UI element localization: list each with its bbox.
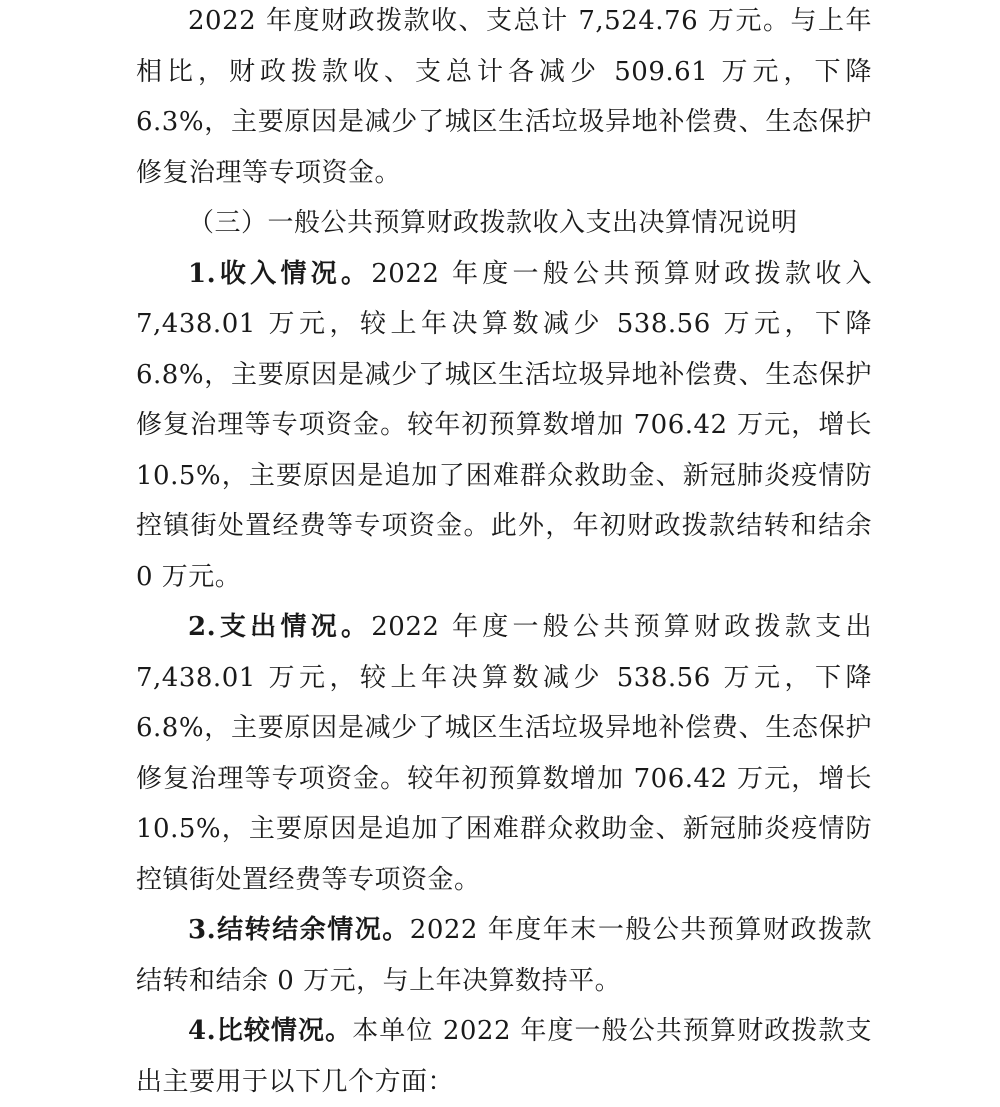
paragraph-carryover: [136, 905, 872, 1006]
paragraph-text: 2022 年度一般公共预算财政拨款收入 7,438.01 万元，较上年决算数减少 538.56 万元，下降 6.8%，主要原因是减少了城区生活垃圾异地补偿费、生态保护修复治理等专项资金。较年初预算数增加 706.42 万元，增长 10.5%，主要原因是追加了困难群众救助金、新冠肺炎疫情防控镇街处置经费等专项资金。此外，年初财政拨款结转和结余 0 万元。: [136, 258, 872, 592]
paragraph-income: [136, 249, 872, 603]
paragraph-lead: 4.比较情况。: [188, 1016, 353, 1046]
paragraph-total-summary: [136, 0, 872, 198]
paragraph-text: 本单位 2022 年度一般公共预算财政拨款支出主要用于以下几个方面：: [136, 1016, 872, 1097]
paragraph-expenditure: [136, 602, 872, 905]
section-heading: [136, 198, 872, 249]
section-heading-text: （三）一般公共预算财政拨款收入支出决算情况说明: [188, 208, 798, 238]
document-page: [136, 0, 872, 1107]
paragraph-lead: 1.收入情况。: [188, 258, 372, 289]
paragraph-text: 2022 年度一般公共预算财政拨款支出 7,438.01 万元，较上年决算数减少 538.56 万元，下降 6.8%，主要原因是减少了城区生活垃圾异地补偿费、生态保护修复治理等专项资金。较年初预算数增加 706.42 万元，增长 10.5%，主要原因是追加了困难群众救助金、新冠肺炎疫情防控镇街处置经费等专项资金。: [136, 612, 872, 895]
paragraph-lead: 2.支出情况。: [188, 612, 372, 642]
paragraph-text: 2022 年度财政拨款收、支总计 7,524.76 万元。与上年相比，财政拨款收、支总计各减少 509.61 万元，下降 6.3%，主要原因是减少了城区生活垃圾异地补偿费、生态保护修复治理等专项资金。: [136, 6, 872, 188]
paragraph-text: 2022 年度年末一般公共预算财政拨款结转和结余 0 万元，与上年决算数持平。: [136, 915, 872, 996]
paragraph-comparison: [136, 1006, 872, 1107]
paragraph-lead: 3.结转结余情况。: [188, 915, 410, 945]
